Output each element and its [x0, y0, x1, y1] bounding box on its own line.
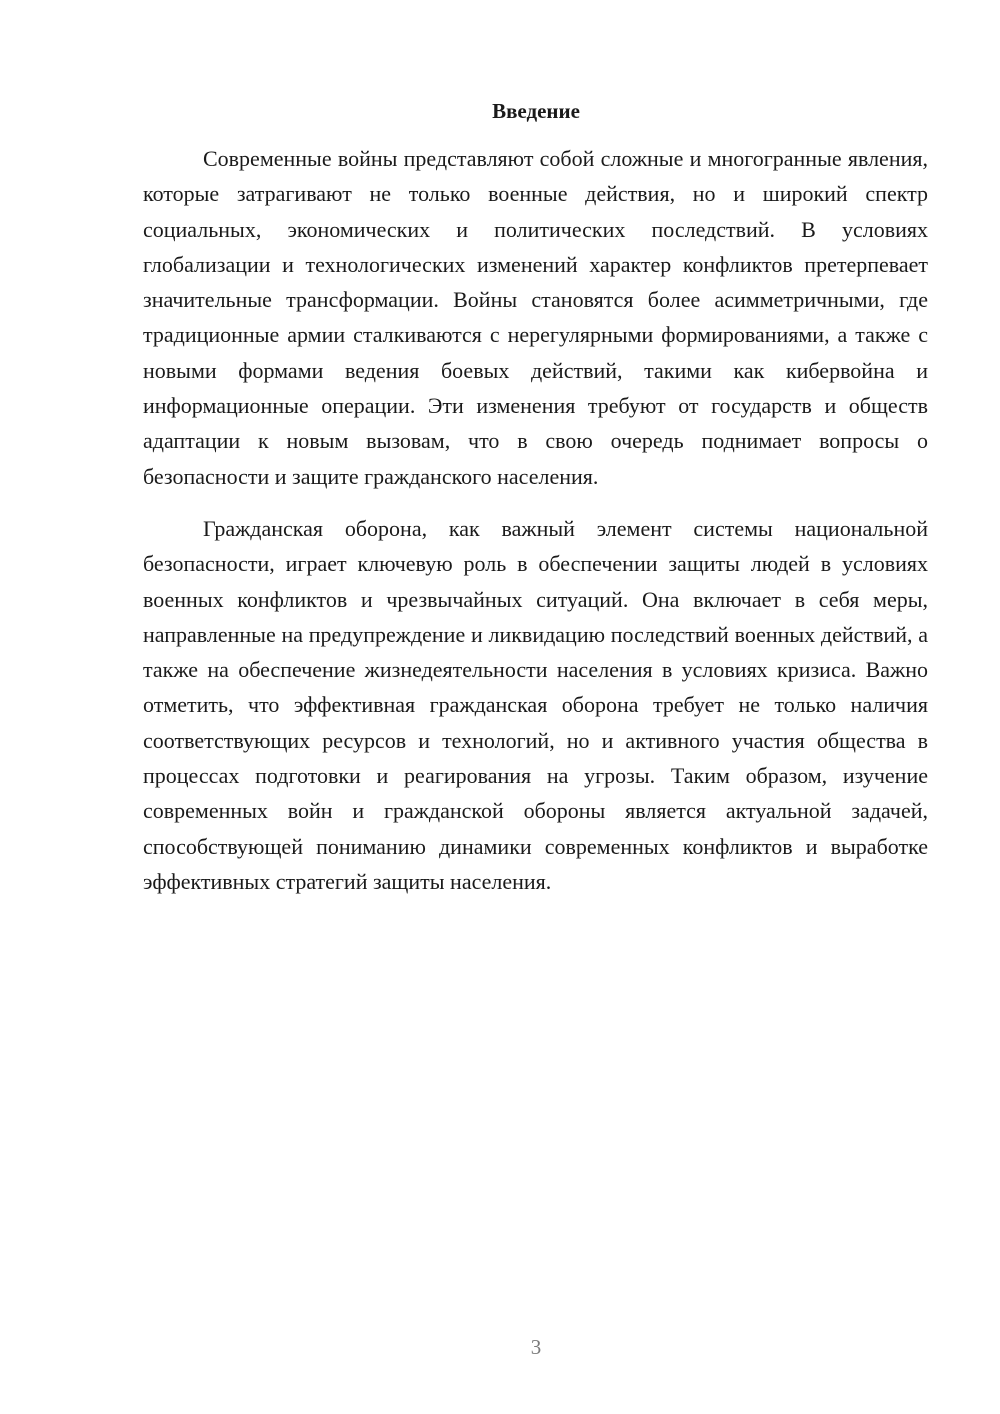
paragraph-civil-defense: Гражданская оборона, как важный элемент системы национальной безопасности, играет ключевую роль в обеспечении защиты людей в условиях военных конфликтов и чрезвычайных ситуаций. Она включает в себя меры, направленные на предупреждение и ликвидацию последствий военных действий, а также на обеспечение жизнедеятельности населения в условиях кризиса. Важно отметить, что эффективная гражданская оборона требует не только наличия соответствующих ресурсов и технологий, но и активного участия общества в процессах подготовки и реагирования на угрозы. Таким образом, изучение современных войн и гражданской обороны является актуальной задачей, способствующей пониманию динамики современных конфликтов и выработке эффективных стратегий защиты населения. [143, 515, 928, 894]
body-text [143, 141, 928, 899]
page-number: 3 [530, 1335, 542, 1359]
section-title: Введение [492, 99, 580, 123]
paragraph-intro-wars: Современные войны представляют собой сложные и многогранные явления, которые затрагивают не только военные действия, но и широкий спектр социальных, экономических и политических последствий. В условиях глобализации и технологических изменений характер конфликтов претерпевает значительные трансформации. Войны становятся более асимметричными, где традиционные армии сталкиваются с нерегулярными формированиями, а также с новыми формами ведения боевых действий, такими как кибервойна и информационные операции. Эти изменения требуют от государств и обществ адаптации к новым вызовам, что в свою очередь поднимает вопросы о безопасности и защите гражданского населения. [143, 146, 928, 489]
